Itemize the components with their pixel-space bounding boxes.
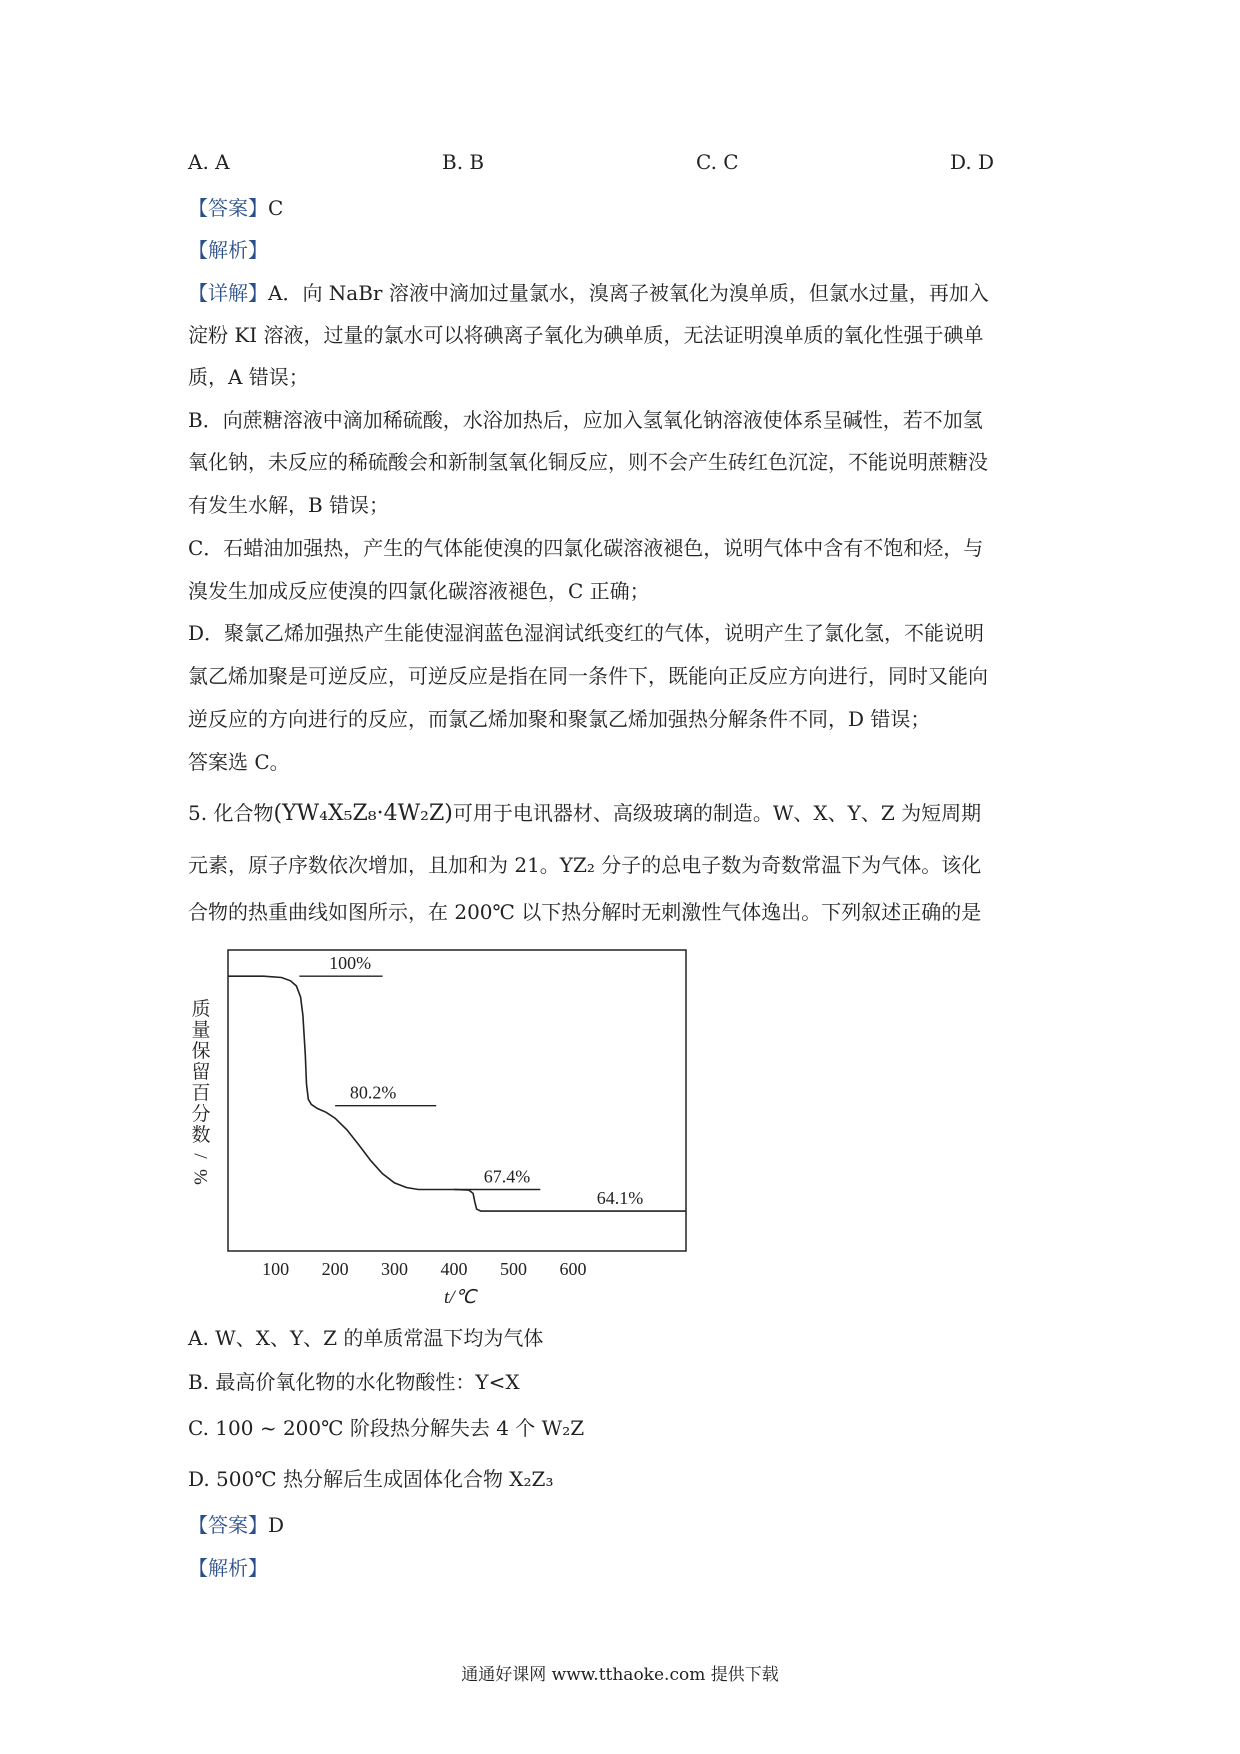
page-footer: 通通好课网 www.tthaoke.com 提供下载 — [461, 1665, 779, 1685]
y-axis-label-char: 质 — [191, 999, 211, 1020]
question-5-line-1 — [188, 798, 1068, 829]
annotation-label: 80.2% — [349, 1082, 397, 1103]
q5-answer-value: D — [268, 1513, 285, 1537]
thermogravimetric-chart — [185, 945, 705, 1315]
question-text: 可用于电讯器材、高级玻璃的制造。W、X、Y、Z 为短周期 — [452, 801, 982, 825]
annotation-label: 64.1% — [596, 1188, 644, 1209]
y-axis-label-char: 保 — [191, 1041, 211, 1062]
previous-question-options — [188, 150, 1068, 180]
detail-line-4: B．向蔗糖溶液中滴加稀硫酸，水浴加热后，应加入氢氧化钠溶液使体系呈碱性，若不加氢 — [188, 408, 983, 432]
answer-tag: 【答案】 — [188, 196, 268, 220]
question-number: 5. 化合物 — [188, 801, 274, 825]
question-5-line-3: 合物的热重曲线如图所示，在 200℃ 以下热分解时无刺激性气体逸出。下列叙述正确的是 — [188, 900, 982, 924]
q5-answer-tag: 【答案】 — [188, 1513, 268, 1537]
annotation-label: 100% — [329, 953, 372, 974]
q5-answer-line — [188, 1510, 1068, 1540]
detail-tag: 【详解】 — [188, 281, 268, 305]
y-axis-label-char: 分 — [191, 1104, 211, 1125]
y-axis-label — [191, 998, 212, 1185]
x-axis-label: t/℃ — [444, 1287, 476, 1308]
x-tick-label: 100 — [262, 1259, 290, 1279]
compound-formula: (YW₄X₅Z₈·4W₂Z) — [273, 801, 453, 826]
x-tick-label: 500 — [500, 1259, 527, 1279]
q5-analysis-tag: 【解析】 — [188, 1556, 268, 1580]
y-axis-label-char: 留 — [191, 1062, 211, 1083]
option-c: C. C — [696, 150, 739, 174]
q5-option-c: C. 100 ~ 200℃ 阶段热分解失去 4 个 W₂Z — [188, 1416, 585, 1440]
y-axis-label-char: % — [191, 1169, 212, 1185]
question-5-line-2: 元素，原子序数依次增加，且加和为 21。YZ₂ 分子的总电子数为奇数常温下为气体。该化 — [188, 853, 982, 877]
detail-line-12: 答案选 C。 — [188, 750, 290, 774]
detail-line-11: 逆反应的方向进行的反应，而氯乙烯加聚和聚氯乙烯加强热分解条件不同，D 错误； — [188, 707, 931, 731]
tg-curve-line — [228, 976, 686, 1211]
option-b: B. B — [442, 150, 485, 174]
detail-line-2: 淀粉 KI 溶液，过量的氯水可以将碘离子氧化为碘单质，无法证明溴单质的氧化性强于碘单 — [188, 323, 984, 347]
chart-svg — [185, 945, 705, 1315]
x-tick-label: 200 — [321, 1259, 349, 1279]
y-axis-label-char: 数 — [191, 1125, 211, 1146]
y-axis-label-char: 量 — [191, 1020, 211, 1041]
detail-line-7: C．石蜡油加强热，产生的气体能使溴的四氯化碳溶液褪色，说明气体中含有不饱和烃，与 — [188, 536, 984, 560]
y-axis-label-char: 百 — [191, 1083, 211, 1104]
analysis-tag: 【解析】 — [188, 238, 268, 262]
q5-option-d: D. 500℃ 热分解后生成固体化合物 X₂Z₃ — [188, 1467, 554, 1491]
x-tick-label: 600 — [559, 1259, 587, 1279]
q5-analysis-line — [188, 1553, 1068, 1583]
detail-line-1 — [188, 278, 1068, 308]
x-tick-label: 400 — [440, 1259, 468, 1279]
y-axis-label-char: / — [191, 1153, 212, 1159]
analysis-line — [188, 235, 1068, 265]
annotation-label: 67.4% — [483, 1166, 531, 1187]
option-d: D. D — [950, 150, 995, 174]
q5-option-a: A. W、X、Y、Z 的单质常温下均为气体 — [188, 1326, 544, 1350]
detail-line-10: 氯乙烯加聚是可逆反应，可逆反应是指在同一条件下，既能向正反应方向进行，同时又能向 — [188, 664, 988, 688]
q5-option-b: B. 最高价氧化物的水化物酸性：Y<X — [188, 1370, 520, 1394]
detail-line-5: 氧化钠，未反应的稀硫酸会和新制氢氧化铜反应，则不会产生砖红色沉淀，不能说明蔗糖没 — [188, 450, 988, 474]
detail-line-6: 有发生水解，B 错误； — [188, 493, 390, 517]
detail-line-8: 溴发生加成反应使溴的四氯化碳溶液褪色，C 正确； — [188, 579, 650, 603]
detail-line-3: 质，A 错误； — [188, 365, 309, 389]
x-tick-label: 300 — [381, 1259, 408, 1279]
detail-line-9: D．聚氯乙烯加强热产生能使湿润蓝色湿润试纸变红的气体，说明产生了氯化氢，不能说明 — [188, 621, 985, 645]
answer-line — [188, 193, 1068, 223]
option-a: A. A — [188, 150, 230, 174]
detail-text: A．向 NaBr 溶液中滴加过量氯水，溴离子被氧化为溴单质，但氯水过量，再加入 — [268, 281, 989, 305]
answer-value: C — [268, 196, 284, 220]
